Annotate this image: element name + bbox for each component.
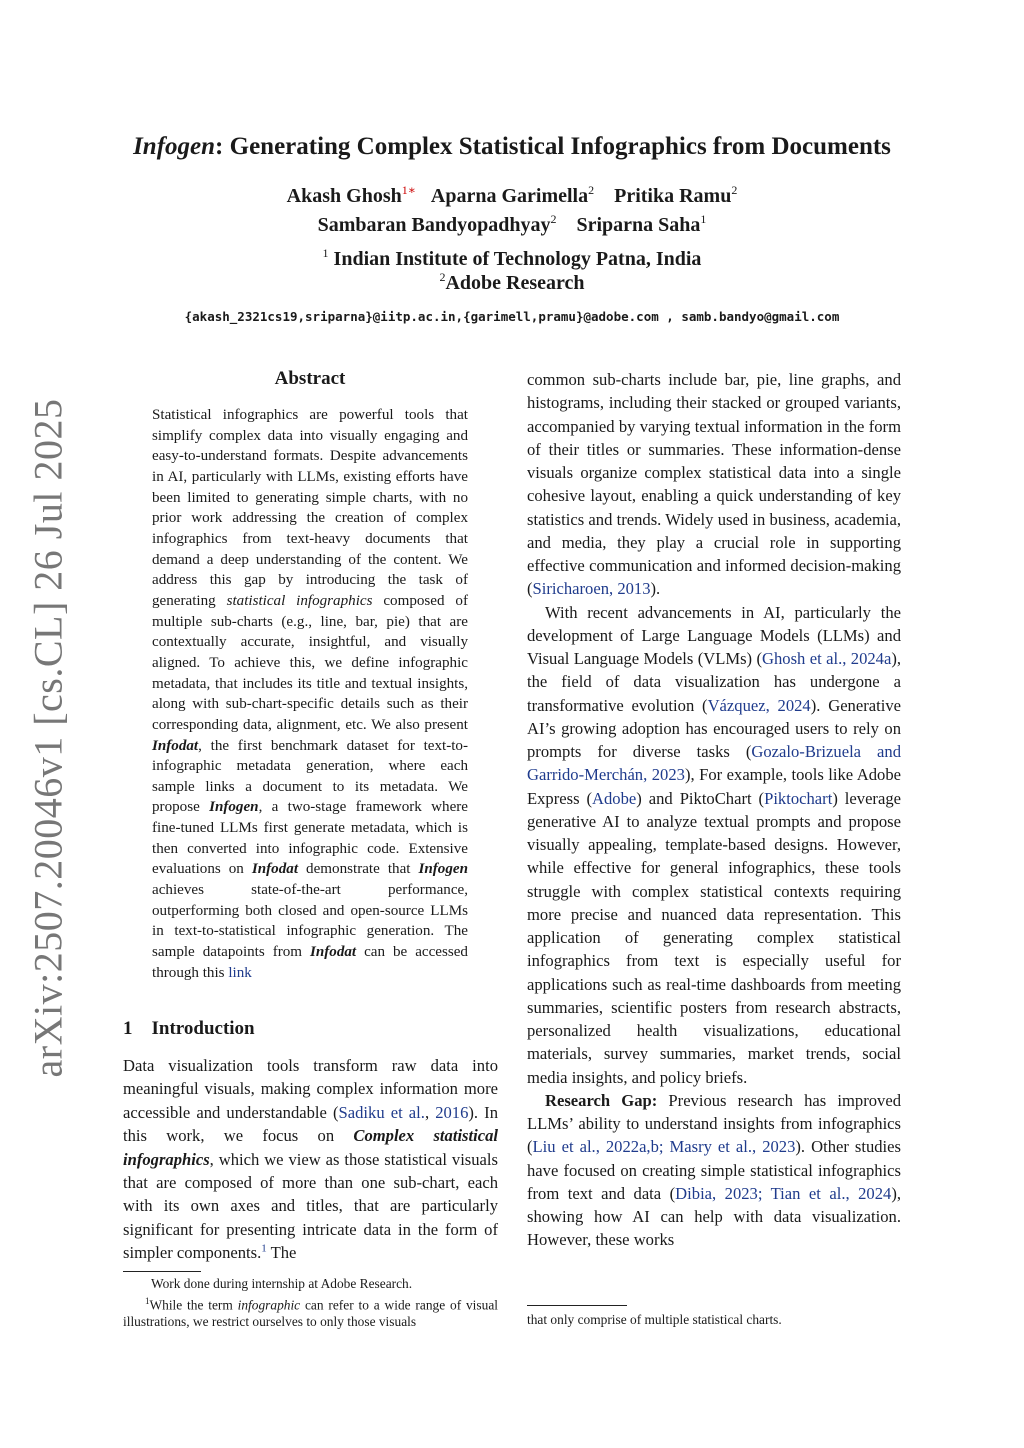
citation-link[interactable]: Gozalo-Brizuela and Garrido-Merchán, 2023: [527, 742, 902, 785]
title-italic: Infogen: [133, 133, 216, 160]
author-name: Sambaran Bandyopadhyay: [317, 214, 551, 236]
citation-link[interactable]: Liu et al., 2022a,b; Masry et al., 2023: [532, 1137, 796, 1157]
title-rest: : Generating Complex Statistical Infographics from Documents: [215, 133, 891, 160]
citation-link[interactable]: Piktochart: [764, 788, 833, 808]
author-sup: 2: [588, 183, 595, 197]
author-name: Sriparna Saha: [576, 214, 701, 236]
author-name: Aparna Garimella: [430, 185, 589, 207]
citation-link[interactable]: Ghosh et al., 2024a: [762, 649, 892, 668]
footnote-marker[interactable]: 1: [261, 1242, 267, 1255]
footnote-continuation: that only comprise of multiple statistical charts.: [527, 1312, 782, 1327]
author-name: Pritika Ramu: [614, 185, 732, 207]
arxiv-identifier: arXiv:2507.20046v1 [cs.CL] 26 Jul 2025: [25, 398, 71, 1078]
paragraph: With recent advancements in AI, particularly the development of Large Language Models (LLMs) and Visual Language Models (VLMs) (Ghosh et al., 2024a), the field of data visualization has undergone a transformative evolution (Vázquez, 2024). Generative AI’s growing adoption has encouraged users to rely on prompts for diverse tasks (Gozalo-Brizuela and Garrido-Merchán, 2023), For example, tools like Adobe Express (Adobe) and PiktoChart (Piktochart) leverage generative AI to analyze textual prompts and propose visually appealing, template-based designs. However, while effective for general infographics, these tools struggle with complex statistical contexts requiring more precise and nuanced data representation. This application of generating complex statistical infographics from text is especially useful for applications such as real-time dashboards from meeting summaries, scientific posters from research abstracts, personalized health visualizations, educational materials, survey summaries, market trends, social media insights, and policy briefs.: [527, 602, 902, 1087]
paragraph: Research Gap: Previous research has improved LLMs’ ability to understand insights from infographics (Liu et al., 2022a,b; Masry et al., 2023). Other studies have focused on creating simple statistical infographics from text and data (Dibia, 2023; Tian et al., 2024), showing how AI can help with data visualization. However, these works: [527, 1090, 902, 1250]
author-sup: 1∗: [401, 183, 416, 197]
paragraph: common sub-charts include bar, pie, line graphs, and histograms, including their stacked or grouped variants, accompanied by varying textual information in the form of their titles or summaries. These information-dense visuals organize complex statistical data into a single cohesive layout, enabling a quick understanding of key statistics and trends. Widely used in business, academia, and media, they play a crucial role in supporting effective communication and informed decision-making (Siricharoen, 2013).: [527, 370, 901, 599]
citation-link[interactable]: 2016: [435, 1102, 469, 1122]
affiliation-sup: 1: [322, 246, 329, 260]
citation-link[interactable]: Vázquez, 2024: [707, 695, 811, 715]
author-emails: {akash_2321cs19,sriparna}@iitp.ac.in,{garimell,pramu}@adobe.com , samb.bandyo@gmail.com: [184, 309, 840, 324]
abstract-heading: Abstract: [274, 368, 346, 389]
author-sup: 2: [550, 212, 557, 226]
affiliation-text: Adobe Research: [445, 272, 585, 294]
dataset-link[interactable]: link: [228, 964, 252, 981]
footnotes-left: [123, 1275, 498, 1331]
citation-link[interactable]: Siricharoen, 2013: [532, 579, 651, 599]
research-gap-heading: Research Gap:: [545, 1090, 658, 1110]
author-name: Akash Ghosh: [286, 185, 402, 207]
section-heading-introduction: 1 Introduction: [123, 1018, 255, 1039]
right-column-body: [527, 368, 901, 1252]
affiliation-1: [0, 248, 1024, 271]
affiliation-2: [0, 272, 1024, 295]
author-sup: 1: [700, 212, 707, 226]
paper-title: [0, 133, 1024, 161]
introduction-body: Data visualization tools transform raw data into meaningful visuals, making complex information more accessible and understandable (Sadiku et al., 2016). In this work, we focus on Complex statistical infographics, which we view as those statistical visuals that are composed of more than one sub-chart, each with its own axes and titles, that are particularly significant for presenting intricate data in the form of simpler components.$^1$ The: [123, 1056, 499, 1263]
author-sup: 2: [731, 183, 738, 197]
citation-link[interactable]: Sadiku et al.: [338, 1102, 425, 1122]
footnote-1: $^1$While the term infographic can refer to a wide range of visual illustrations, we restrict ourselves to only those visuals: [123, 1295, 498, 1330]
citation-link[interactable]: Dibia, 2023; Tian et al., 2024: [675, 1183, 892, 1203]
footnote-star: Work done during internship at Adobe Research.: [151, 1276, 413, 1291]
footnote-rule: [527, 1305, 627, 1306]
affiliation-text: Indian Institute of Technology Patna, India: [333, 248, 702, 270]
authors-line-1: [0, 185, 1024, 208]
footnote-rule: [123, 1271, 201, 1272]
abstract-body: Statistical infographics are powerful tools that simplify complex data into visually engaging and easy-to-understand formats. Despite advancements in AI, particularly with LLMs, existing efforts have been limited to generating simple charts, with no prior work addressing the creation of complex infographics from text-heavy documents that demand a deep understanding of the content. We address this gap by introducing the task of generating statistical infographics composed of multiple sub-charts (e.g., line, bar, pie) that are contextually accurate, insightful, and visually aligned. To achieve this, we define infographic metadata, that includes its title and textual insights, along with sub-chart-specific details such as their corresponding data, alignment, etc. We also present Infodat, the first benchmark dataset for text-to-infographic metadata generation, where each sample links a document to its metadata. We propose Infogen, a two-stage framework where fine-tuned LLMs first generate metadata, which is then converted into infographic code. Extensive evaluations on Infodat demonstrate that Infogen achieves state-of-the-art performance, outperforming both closed and open-source LLMs in text-to-statistical infographic generation. The sample datapoints from Infodat can be accessed through this link: [152, 407, 468, 981]
affiliation-sup: 2: [439, 270, 446, 284]
authors-line-2: [0, 214, 1024, 237]
citation-link[interactable]: Adobe: [592, 788, 637, 808]
